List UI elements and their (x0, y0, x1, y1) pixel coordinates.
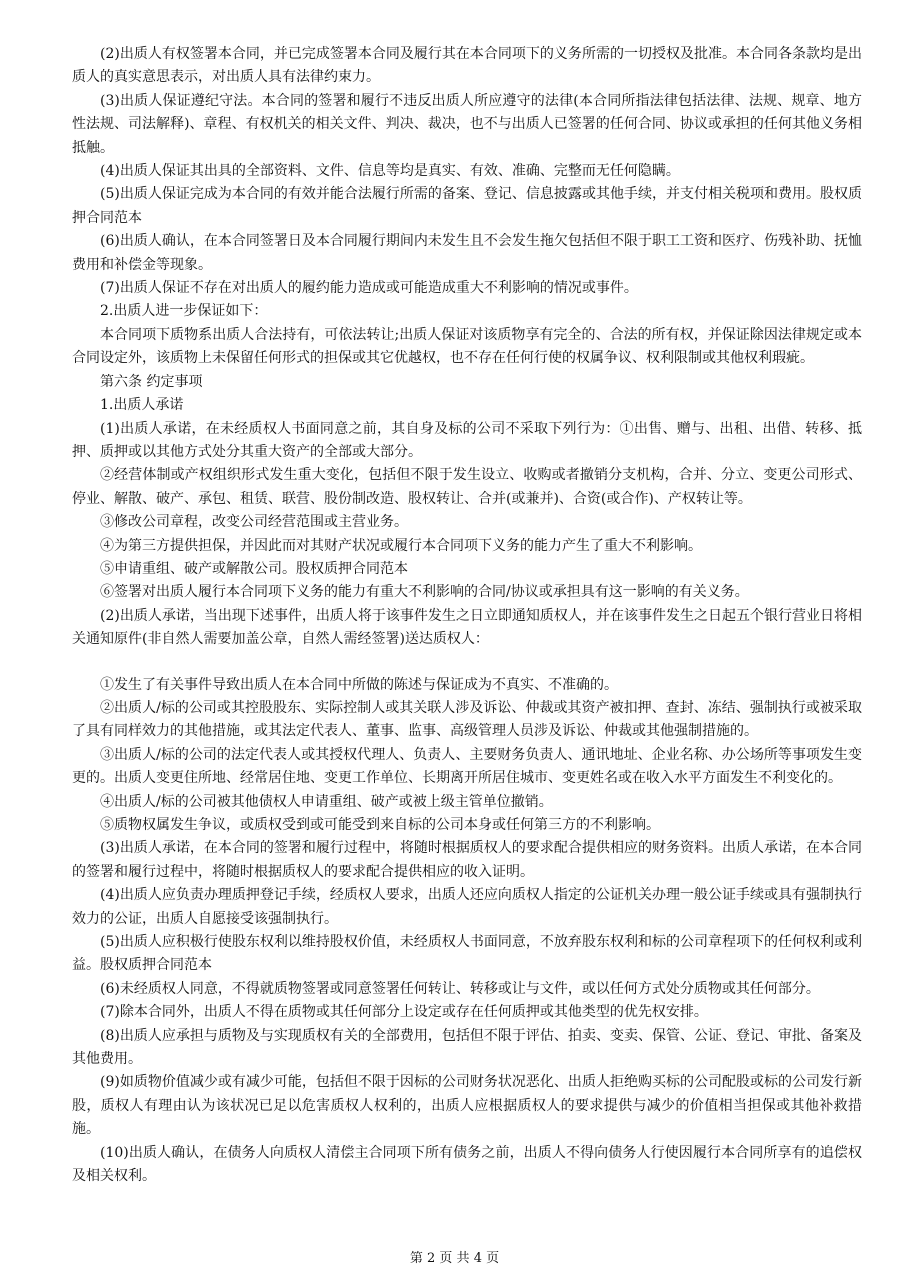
paragraph: ②出质人/标的公司或其控股股东、实际控制人或其关联人涉及诉讼、仲裁或其资产被扣押、查封、冻结、强制执行或被采取了具有同样效力的其他措施，或其法定代表人、董事、监事、高级管理人员涉及诉讼、仲裁或其他强制措施的。 (72, 699, 862, 740)
paragraph: (2)出质人有权签署本合同，并已完成签署本合同及履行其在本合同项下的义务所需的一切授权及批准。本合同各条款均是出质人的真实意思表示，对出质人具有法律约束力。 (72, 46, 862, 86)
document-body (72, 43, 862, 1189)
paragraph: ③出质人/标的公司的法定代表人或其授权代理人、负责人、主要财务负责人、通讯地址、企业名称、办公场所等事项发生变更的。出质人变更住所地、经常居住地、变更工作单位、长期离开所居住城市、变更姓名或在收入水平方面发生不利变化的。 (72, 746, 862, 787)
paragraph: (10)出质人确认，在债务人向质权人清偿主合同项下所有债务之前，出质人不得向债务人行使因履行本合同所享有的追偿权及相关权利。 (72, 1144, 862, 1185)
paragraph: (1)出质人承诺，在未经质权人书面同意之前，其自身及标的公司不采取下列行为：①出售、赠与、出租、出借、转移、抵押、质押或以其他方式处分其重大资产的全部或大部分。 (72, 420, 862, 460)
paragraph: (9)如质物价值减少或有减少可能，包括但不限于因标的公司财务状况恶化、出质人拒绝购买标的公司配股或标的公司发行新股，质权人有理由认为该状况已足以危害质权人权利的，出质人应根据质权人的要求提供与减少的价值相当担保或其他补救措施。 (72, 1074, 862, 1138)
blank-line (72, 652, 862, 674)
paragraph: 本合同项下质物系出质人合法持有，可依法转让;出质人保证对该质物享有完全的、合法的所有权，并保证除因法律规定或本合同设定外，该质物上未保留任何形式的担保或其它优越权，也不存在任何行使的权属争议、权利限制或其他权利瑕疵。 (72, 326, 862, 367)
paragraph: (5)出质人应积极行使股东权利以维持股权价值，未经质权人书面同意，不放弃股东权利和标的公司章程项下的任何权利或利益。股权质押合同范本 (72, 934, 862, 974)
paragraph: (6)未经质权人同意，不得就质物签署或同意签署任何转让、转移或让与文件，或以任何方式处分质物或其任何部分。 (100, 980, 820, 997)
paragraph: (4)出质人应负责办理质押登记手续，经质权人要求，出质人还应向质权人指定的公证机关办理一般公证手续或具有强制执行效力的公证，出质人自愿接受该强制执行。 (72, 887, 862, 927)
page-number-footer: 第 2 页 共 4 页 (409, 1251, 500, 1266)
paragraph: (3)出质人保证遵纪守法。本合同的签署和履行不违反出质人所应遵守的法律(本合同所指法律包括法律、法规、规章、地方性法规、司法解释)、章程、有权机关的相关文件、判决、裁决，也不与出质人已签署的任何合同、协议或承担的任何其他义务相抵触。 (72, 92, 862, 156)
article-heading: 第六条 约定事项 (100, 373, 203, 390)
paragraph: ②经营体制或产权组织形式发生重大变化，包括但不限于发生设立、收购或者撤销分支机构，合并、分立、变更公司形式、停业、解散、破产、承包、租赁、联营、股份制改造、股权转让、合并(或兼并)、合资(或合作)、产权转让等。 (72, 467, 862, 507)
paragraph: ①发生了有关事件导致出质人在本合同中所做的陈述与保证成为不真实、不准确的。 (100, 676, 618, 693)
paragraph: ⑤质物权属发生争议，或质权受到或可能受到来自标的公司本身或任何第三方的不利影响。 (100, 817, 660, 833)
paragraph: ⑥签署对出质人履行本合同项下义务的能力有重大不利影响的合同/协议或承担具有这一影响的有关义务。 (100, 584, 749, 601)
paragraph: (6)出质人确认，在本合同签署日及本合同履行期间内未发生且不会发生拖欠包括但不限于职工工资和医疗、伤残补助、抚恤费用和补偿金等现象。 (72, 233, 862, 273)
paragraph: (4)出质人保证其出具的全部资料、文件、信息等均是真实、有效、准确、完整而无任何隐瞒。 (100, 163, 680, 180)
paragraph: (5)出质人保证完成为本合同的有效并能合法履行所需的备案、登记、信息披露或其他手续，并支付相关税项和费用。股权质押合同范本 (72, 186, 862, 226)
section-heading: 2.出质人进一步保证如下： (100, 303, 268, 320)
paragraph: (2)出质人承诺，当出现下述事件，出质人将于该事件发生之日立即通知质权人，并在该事件发生之日起五个银行营业日将相关通知原件(非自然人需要加盖公章，自然人需经签署)送达质权人： (72, 607, 862, 648)
paragraph: ⑤申请重组、破产或解散公司。股权质押合同范本 (100, 560, 408, 577)
paragraph: (7)出质人保证不存在对出质人的履约能力造成或可能造成重大不利影响的情况或事件。 (100, 280, 638, 297)
paragraph: ③修改公司章程，改变公司经营范围或主营业务。 (100, 514, 408, 531)
section-heading: 1.出质人承诺 (100, 397, 184, 414)
paragraph: ④出质人/标的公司被其他债权人申请重组、破产或被上级主管单位撤销。 (100, 793, 553, 810)
paragraph: (3)出质人承诺，在本合同的签署和履行过程中，将随时根据质权人的要求配合提供相应的财务资料。出质人承诺，在本合同的签署和履行过程中，将随时根据质权人的要求配合提供相应的收入证明。 (72, 840, 862, 880)
paragraph: (8)出质人应承担与质物及与实现质权有关的全部费用，包括但不限于评估、拍卖、变卖、保管、公证、登记、审批、备案及其他费用。 (72, 1027, 862, 1068)
paragraph: (7)除本合同外，出质人不得在质物或其任何部分上设定或存在任何质押或其他类型的优先权安排。 (100, 1004, 708, 1021)
paragraph: ④为第三方提供担保，并因此而对其财产状况或履行本合同项下义务的能力产生了重大不利影响。 (100, 537, 702, 554)
